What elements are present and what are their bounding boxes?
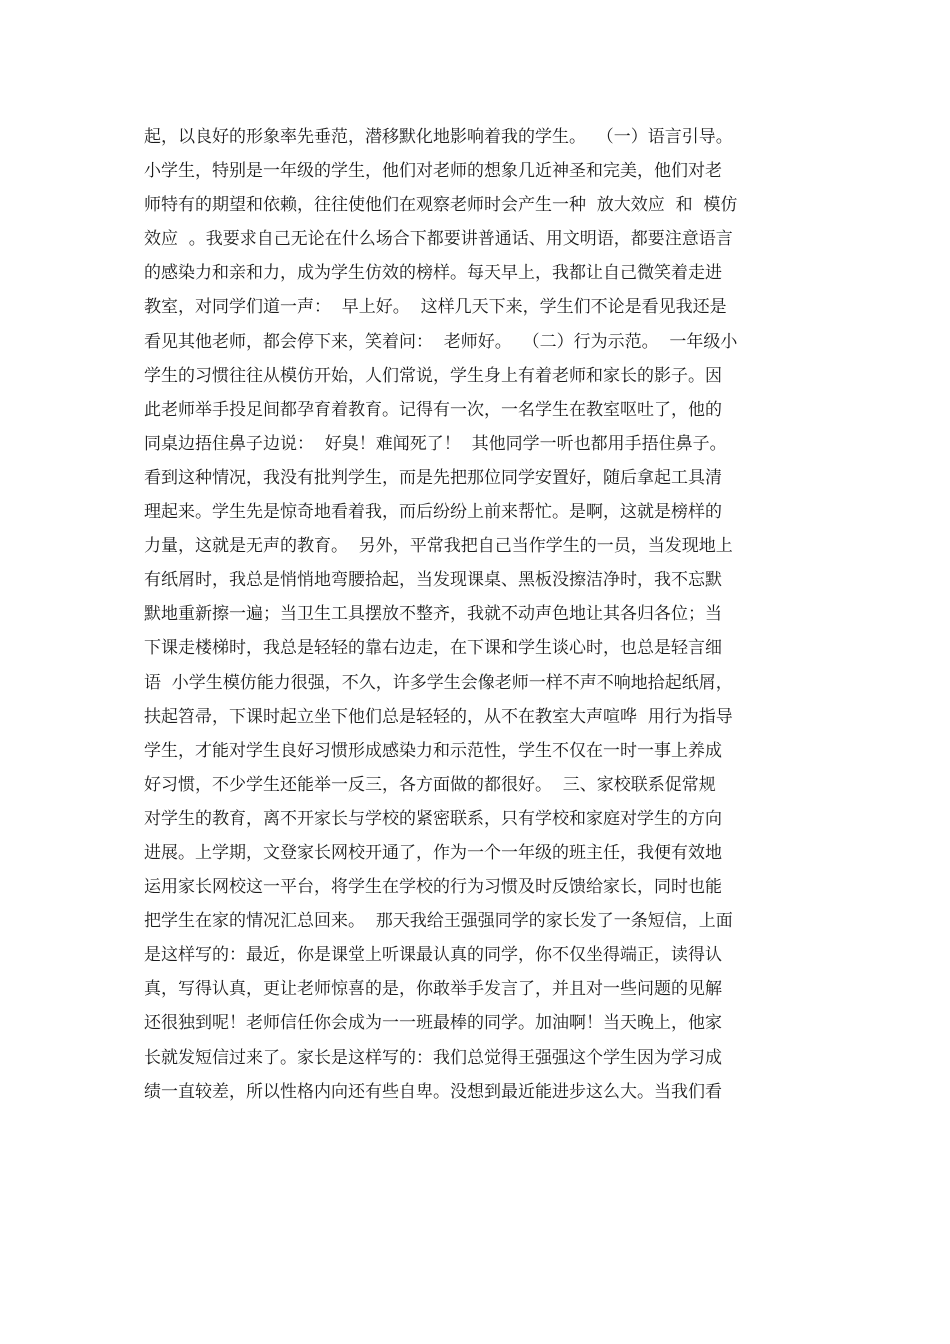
- text-line: 还很独到呢！老师信任你会成为一一班最棒的同学。加油啊！当天晚上，他家: [144, 1013, 722, 1034]
- text-line: 此老师举手投足间都孕育着教育。记得有一次，一名学生在教室呕吐了，他的: [144, 399, 722, 420]
- text-line: 语 小学生模仿能力很强，不久，许多学生会像老师一样不声不响地拾起纸屑，: [144, 672, 733, 693]
- text-line: 是这样写的：最近，你是课堂上听课最认真的同学，你不仅坐得端正，读得认: [144, 945, 722, 966]
- text-line: 师特有的期望和依赖，往往使他们在观察老师时会产生一种 放大效应 和 模仿: [144, 195, 738, 216]
- text-line: 力量，这就是无声的教育。 另外，平常我把自己当作学生的一员，当发现地上: [144, 536, 733, 557]
- text-line: 下课走楼梯时，我总是轻轻的靠右边走，在下课和学生谈心时，也总是轻言细: [144, 638, 722, 659]
- text-line: 绩一直较差，所以性格内向还有些自卑。没想到最近能进步这么大。当我们看: [144, 1081, 722, 1102]
- text-line: 运用家长网校这一平台，将学生在学校的行为习惯及时反馈给家长，同时也能: [144, 877, 722, 898]
- text-line: 理起来。学生先是惊奇地看着我，而后纷纷上前来帮忙。是啊，这就是榜样的: [144, 502, 722, 523]
- text-line: 学生，才能对学生良好习惯形成感染力和示范性，学生不仅在一时一事上养成: [144, 740, 722, 761]
- text-line: 效应 。我要求自己无论在什么场合下都要讲普通话、用文明语，都要注意语言: [144, 229, 733, 250]
- text-line: 扶起笤帚，下课时起立坐下他们总是轻轻的，从不在教室大声喧哗 用行为指导: [144, 706, 733, 727]
- text-line: 的感染力和亲和力，成为学生仿效的榜样。每天早上，我都让自己微笑着走进: [144, 263, 722, 284]
- body-text: [144, 120, 814, 1109]
- text-line: 默地重新擦一遍；当卫生工具摆放不整齐，我就不动声色地让其各归各位；当: [144, 604, 722, 625]
- text-line: 对学生的教育，离不开家长与学校的紧密联系，只有学校和家庭对学生的方向: [144, 808, 722, 829]
- text-line: 看到这种情况，我没有批判学生，而是先把那位同学安置好，随后拿起工具清: [144, 467, 722, 488]
- text-line: 看见其他老师，都会停下来，笑着问： 老师好。 （二）行为示范。 一年级小: [144, 331, 738, 352]
- text-line: 进展。上学期，文登家长网校开通了，作为一个一年级的班主任，我便有效地: [144, 842, 722, 863]
- text-line: 起，以良好的形象率先垂范，潜移默化地影响着我的学生。 （一）语言引导。: [144, 127, 733, 147]
- text-line: 有纸屑时，我总是悄悄地弯腰拾起，当发现课桌、黑板没擦洁净时，我不忘默: [144, 570, 722, 591]
- text-line: 好习惯，不少学生还能举一反三，各方面做的都很好。 三、家校联系促常规: [144, 774, 716, 795]
- text-line: 真，写得认真，更让老师惊喜的是，你敢举手发言了，并且对一些问题的见解: [144, 979, 722, 1000]
- text-line: 把学生在家的情况汇总回来。 那天我给王强强同学的家长发了一条短信，上面: [144, 911, 733, 932]
- text-line: 同桌边捂住鼻子边说： 好臭！难闻死了！ 其他同学一听也都用手捂住鼻子。: [144, 433, 727, 454]
- text-line: 小学生，特别是一年级的学生，他们对老师的想象几近神圣和完美，他们对老: [144, 161, 722, 182]
- text-line: 长就发短信过来了。家长是这样写的：我们总觉得王强强这个学生因为学习成: [144, 1047, 722, 1068]
- text-line: 学生的习惯往往从模仿开始，人们常说，学生身上有着老师和家长的影子。因: [144, 365, 722, 386]
- text-line: 教室，对同学们道一声： 早上好。 这样几天下来，学生们不论是看见我还是: [144, 297, 727, 318]
